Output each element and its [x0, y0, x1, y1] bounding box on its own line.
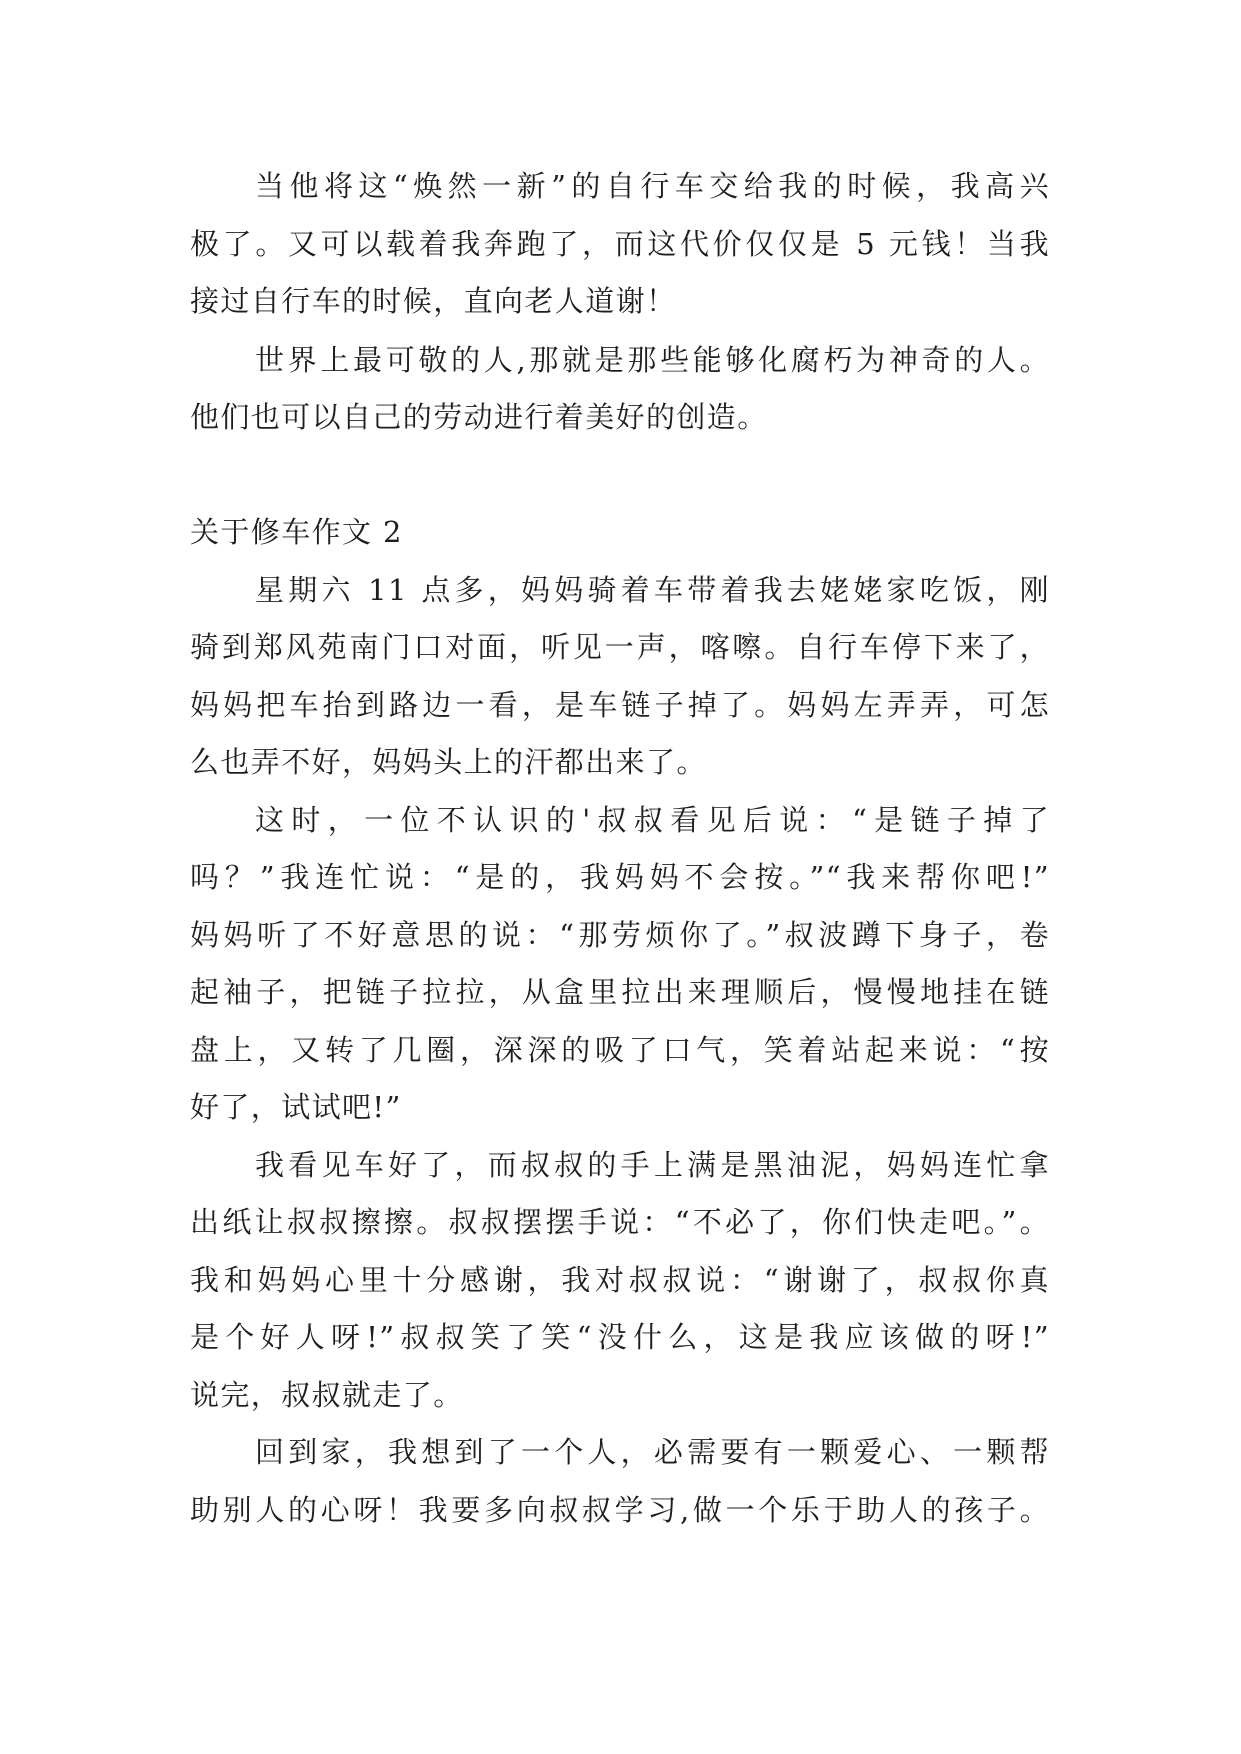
- paragraph-3-line-2: 骑到郑风苑南门口对面，听见一声，喀嚓。自行车停下来了，: [190, 630, 1050, 664]
- paragraph-1-line-3: 接过自行车的时候，直向老人道谢！: [190, 284, 677, 318]
- paragraph-2-line-1: 世界上最可敬的人,那就是那些能够化腐朽为神奇的人。: [255, 343, 1050, 377]
- paragraph-4-line-6: 好了，试试吧!”: [190, 1090, 402, 1124]
- section-title: 关于修车作文 2: [190, 515, 403, 549]
- paragraph-4-line-3: 妈妈听了不好意思的说：“那劳烦你了。”叔波蹲下身子，卷: [190, 918, 1050, 952]
- paragraph-3-line-1: 星期六 11 点多，妈妈骑着车带着我去姥姥家吃饭，刚: [255, 573, 1050, 607]
- paragraph-4-line-5: 盘上，又转了几圈，深深的吸了口气，笑着站起来说：“按: [190, 1033, 1050, 1067]
- paragraph-5-line-5: 说完，叔叔就走了。: [190, 1378, 464, 1412]
- paragraph-5-line-1: 我看见车好了，而叔叔的手上满是黑油泥，妈妈连忙拿: [255, 1148, 1050, 1182]
- paragraph-6-line-2: 助别人的心呀！我要多向叔叔学习,做一个乐于助人的孩子。: [190, 1493, 1050, 1527]
- paragraph-3-line-4: 么也弄不好，妈妈头上的汗都出来了。: [190, 745, 707, 779]
- paragraph-5-line-3: 我和妈妈心里十分感谢，我对叔叔说：“谢谢了，叔叔你真: [190, 1263, 1050, 1297]
- paragraph-4-line-2: 吗？”我连忙说：“是的，我妈妈不会按。”“我来帮你吧!”: [190, 860, 1050, 894]
- paragraph-5-line-4: 是个好人呀!”叔叔笑了笑“没什么，这是我应该做的呀!”: [190, 1320, 1050, 1354]
- paragraph-3-line-3: 妈妈把车抬到路边一看，是车链子掉了。妈妈左弄弄，可怎: [190, 688, 1050, 722]
- paragraph-2-line-2: 他们也可以自己的劳动进行着美好的创造。: [190, 400, 768, 434]
- paragraph-6-line-1: 回到家，我想到了一个人，必需要有一颗爱心、一颗帮: [255, 1435, 1050, 1469]
- paragraph-4-line-4: 起袖子，把链子拉拉，从盒里拉出来理顺后，慢慢地挂在链: [190, 975, 1050, 1009]
- paragraph-4-line-1: 这时，一位不认识的'叔叔看见后说：“是链子掉了: [255, 803, 1050, 837]
- paragraph-1-line-1: 当他将这“焕然一新”的自行车交给我的时候，我高兴: [255, 169, 1050, 203]
- paragraph-1-line-2: 极了。又可以载着我奔跑了，而这代价仅仅是 5 元钱！当我: [190, 227, 1050, 261]
- paragraph-5-line-2: 出纸让叔叔擦擦。叔叔摆摆手说：“不必了，你们快走吧。”。: [190, 1205, 1050, 1239]
